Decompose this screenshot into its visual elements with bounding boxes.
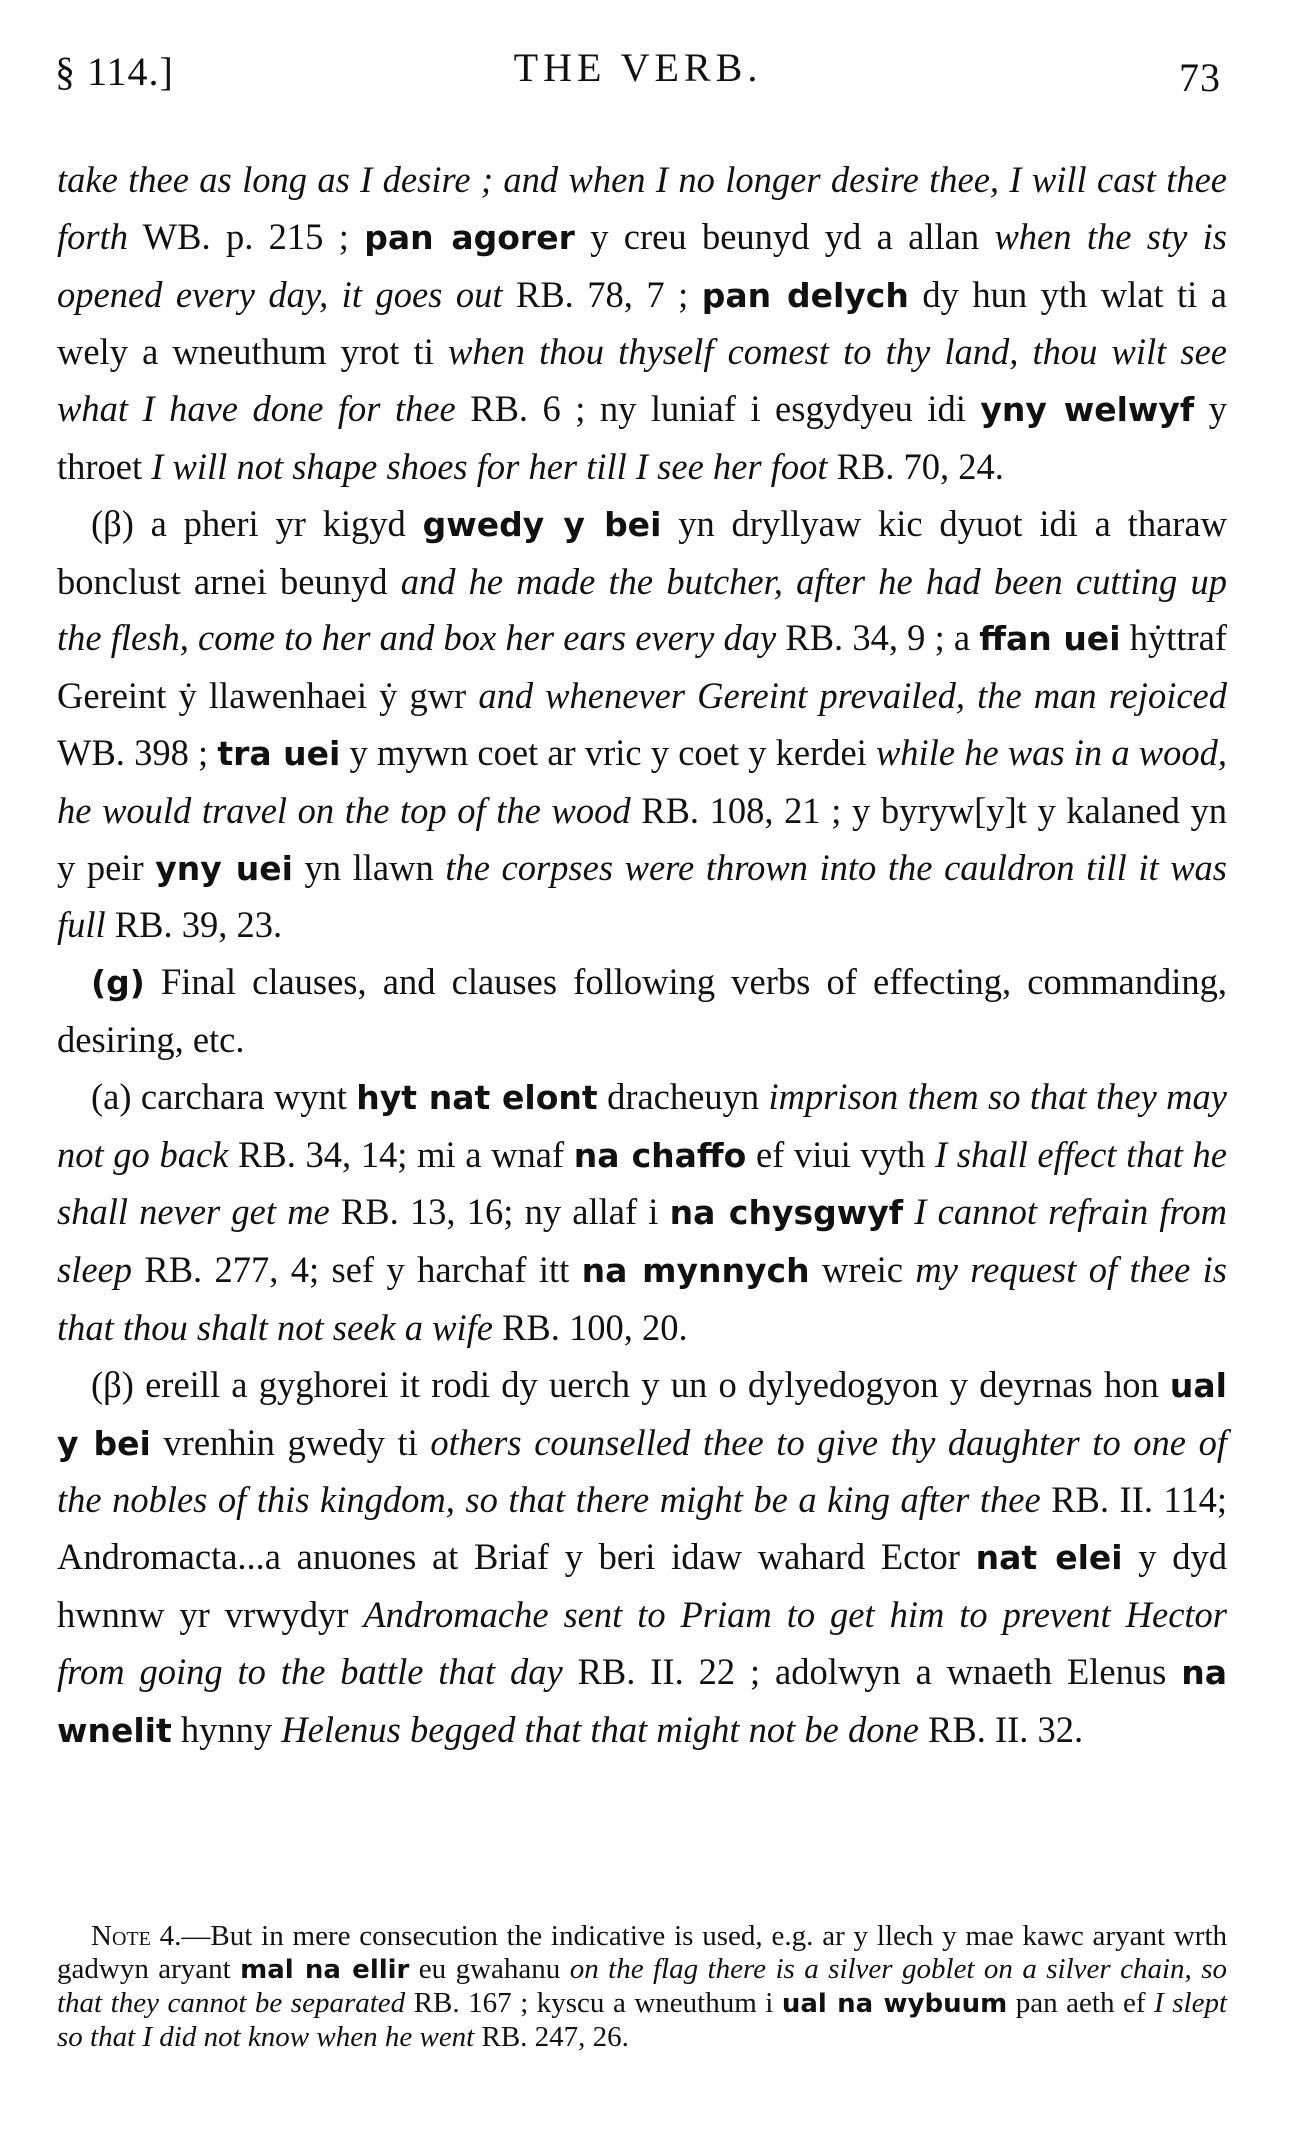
welsh-term: ual na wybuum bbox=[781, 1989, 1008, 2019]
text: yn llawn bbox=[292, 846, 446, 888]
translation: and whenever Gereint prevailed, the man rejoiced bbox=[478, 675, 1227, 717]
text: RB. 247, 26. bbox=[474, 2021, 629, 2053]
text: (β) ereill a gyghorei it rodi dy uerch y un o dylyedogyon y deyrnas hon bbox=[91, 1363, 1170, 1405]
translation: I cannot refrain from sleep bbox=[57, 1191, 1227, 1291]
paragraph-beta-2 bbox=[57, 1357, 1227, 1760]
note-label: Note 4. bbox=[91, 1920, 182, 1952]
text: yn dryllyaw kic dyuot idi a tharaw bonclust arnei beunyd bbox=[57, 502, 1227, 602]
translation: and he made the butcher, after he had been cutting up the flesh, come to her and box her ears every day bbox=[57, 560, 1227, 659]
translation: my request of thee is that thou shalt not seek a wife bbox=[57, 1249, 1227, 1348]
welsh-term: mal na ellir bbox=[240, 1955, 410, 1985]
text: RB. 34, 14; mi a wnaf bbox=[228, 1133, 574, 1175]
text: vrenhin gwedy ti bbox=[150, 1421, 431, 1463]
text: y creu beunyd yd a allan bbox=[574, 215, 995, 257]
text: RB. 108, 21 ; y byryw[y]t y kalaned yn y peir bbox=[57, 789, 1227, 888]
translation: others counselled thee to give thy daughter to one of the nobles of this kingdom, so that there might be a king after thee bbox=[57, 1421, 1227, 1521]
text: wreic bbox=[809, 1249, 916, 1291]
text: y throet bbox=[57, 388, 1227, 487]
text: Final clauses, and clauses following verbs of effecting, commanding, desiring, etc. bbox=[57, 961, 1227, 1060]
footnote-4 bbox=[57, 1920, 1227, 2054]
text: RB. 277, 4; sef y harchaf itt bbox=[132, 1249, 582, 1291]
chapter-title: THE VERB. bbox=[513, 45, 763, 90]
text: hynny bbox=[171, 1708, 282, 1750]
body-text bbox=[57, 152, 1227, 1759]
translation: I will not shape shoes for her till I see her foot bbox=[151, 445, 828, 487]
running-header bbox=[55, 40, 1221, 100]
text: RB. II. 32. bbox=[918, 1708, 1084, 1750]
text: RB. 13, 16; ny allaf i bbox=[329, 1191, 670, 1233]
text: RB. II. 22 ; adolwyn a wnaeth Elenus bbox=[562, 1650, 1182, 1692]
welsh-term: gwedy y bei bbox=[422, 504, 662, 544]
welsh-term: tra uei bbox=[217, 733, 341, 773]
text: RB. 70, 24. bbox=[827, 445, 1004, 487]
translation: while he was in a wood, he would travel on the top of the wood bbox=[57, 731, 1227, 831]
translation: take thee as long as I desire ; and when I no longer desire thee, I will cast thee forth bbox=[57, 159, 1227, 257]
text: ef viui vyth bbox=[746, 1133, 935, 1175]
paragraph-1 bbox=[57, 152, 1227, 496]
section-letter: (g) bbox=[91, 963, 145, 1003]
text bbox=[903, 1191, 914, 1232]
text: RB. 6 ; ny luniaf i esgydyeu idi bbox=[455, 388, 981, 430]
text: —But in mere consecution the indicative is used, e.g. ar y llech y mae kawc aryant wrth gadwyn aryant bbox=[57, 1920, 1227, 1985]
text: RB. 34, 9 ; a bbox=[776, 617, 980, 659]
text: WB. p. 215 ; bbox=[128, 215, 365, 257]
welsh-term: nat elei bbox=[975, 1538, 1123, 1578]
translation: Helenus begged that that might not be done bbox=[281, 1708, 919, 1750]
text: dracheuyn bbox=[597, 1075, 769, 1117]
text: RB. 100, 20. bbox=[492, 1306, 688, 1348]
translation: when the sty is opened every day, it goes out bbox=[57, 215, 1228, 315]
translation: I shall effect that he shall never get me bbox=[57, 1133, 1228, 1233]
page-number: 73 bbox=[1179, 55, 1221, 100]
text: eu gwahanu bbox=[409, 1953, 570, 1985]
text: dy hun yth wlat ti a wely a wneuthum yrot ti bbox=[57, 273, 1228, 373]
translation: I slept so that I did not know when he went bbox=[57, 1987, 1227, 2053]
welsh-term: na mynnych bbox=[581, 1251, 810, 1291]
section-reference: § 114.] bbox=[55, 49, 174, 94]
translation: the corpses were thrown into the cauldron till it was full bbox=[57, 846, 1228, 946]
translation: on the flag there is a silver goblet on a silver chain, so that they cannot be separated bbox=[57, 1953, 1228, 2019]
welsh-term: na wnelit bbox=[57, 1652, 1227, 1750]
text: RB. 167 ; kyscu a wneuthum i bbox=[405, 1987, 782, 2019]
paragraph-g-heading bbox=[57, 954, 1227, 1069]
translation: imprison them so that they may not go back bbox=[57, 1075, 1227, 1175]
welsh-term: na chysgwyf bbox=[669, 1193, 904, 1233]
text: (a) carchara wynt bbox=[91, 1075, 357, 1117]
welsh-term: ual y bei bbox=[57, 1365, 1227, 1463]
welsh-term: na chaffo bbox=[573, 1135, 747, 1175]
paragraph-beta-1 bbox=[57, 496, 1227, 954]
welsh-term: pan agorer bbox=[364, 217, 575, 257]
text: RB. 78, 7 ; bbox=[502, 273, 702, 315]
welsh-term: pan delych bbox=[701, 275, 909, 315]
welsh-term: hyt nat elont bbox=[356, 1077, 598, 1117]
text: hẏttraf Gereint ẏ llawenhaei ẏ gwr bbox=[57, 617, 1227, 717]
welsh-term: ffan uei bbox=[979, 619, 1121, 659]
text: y dyd hwnnw yr vrwydyr bbox=[57, 1536, 1227, 1635]
welsh-term: yny uei bbox=[155, 848, 293, 888]
translation: Andromache sent to Priam to get him to prevent Hector from going to the battle that day bbox=[57, 1593, 1227, 1692]
paragraph-alpha bbox=[57, 1069, 1227, 1357]
welsh-term: yny welwyf bbox=[980, 390, 1195, 430]
text: RB. II. 114; Andromacta...a anuones at Briaf y beri idaw wahard Ector bbox=[57, 1479, 1227, 1578]
translation: when thou thyself comest to thy land, thou wilt see what I have done for thee bbox=[57, 331, 1227, 430]
text: (β) a pheri yr kigyd bbox=[91, 502, 423, 544]
text: WB. 398 ; bbox=[57, 731, 218, 773]
text: y mywn coet ar vric y coet y kerdei bbox=[340, 731, 876, 773]
text: RB. 39, 23. bbox=[105, 904, 283, 946]
text: pan aeth ef bbox=[1007, 1987, 1155, 2019]
